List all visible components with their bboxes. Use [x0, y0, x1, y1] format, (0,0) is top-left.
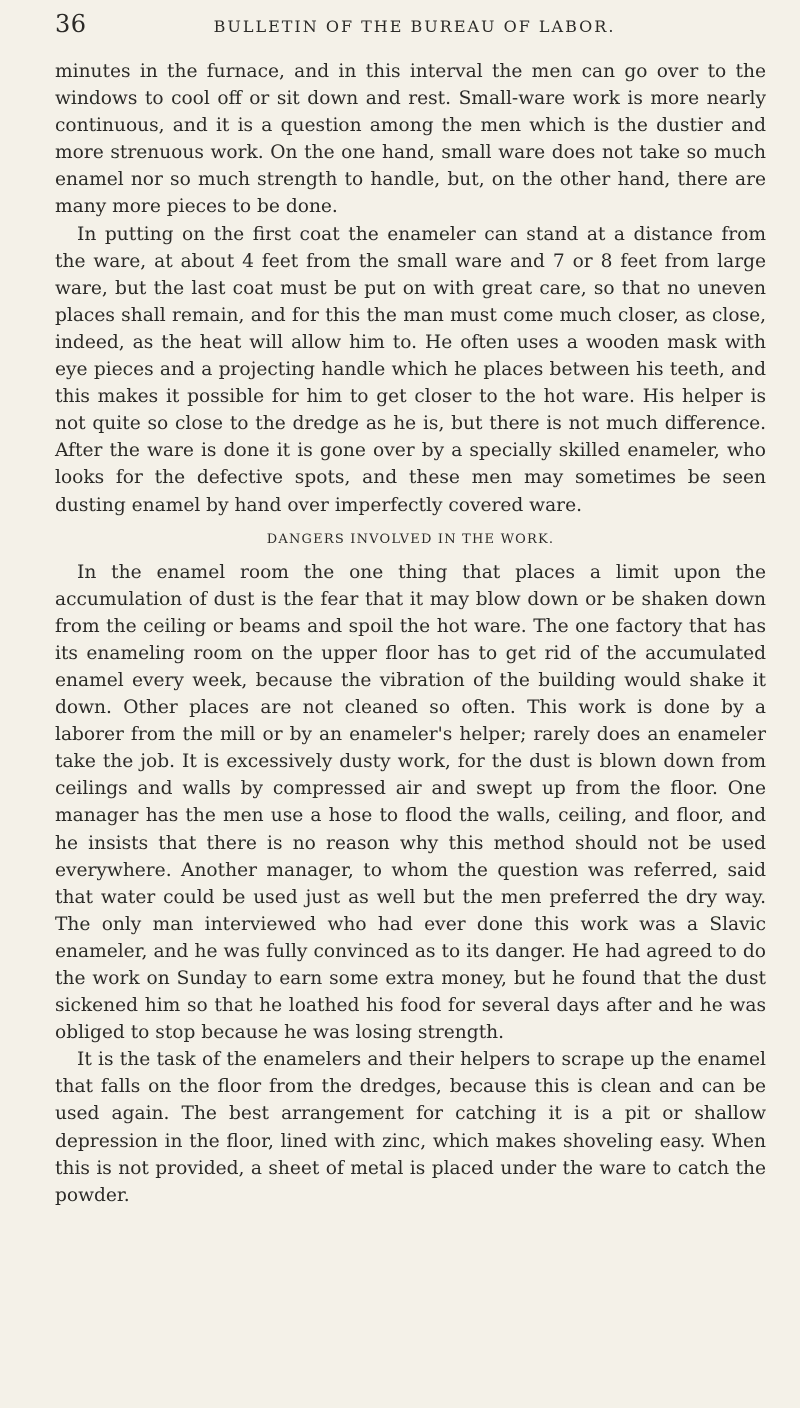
section-heading: DANGERS INVOLVED IN THE WORK. [266, 531, 555, 547]
running-head [55, 10, 766, 50]
paragraph-enamel-room: In the enamel room the one thing that places a limit upon the accumulation of dust is the fear that it may blow down or be shaken down from the ceiling or beams and spoil the hot ware. The one factory that has its enameling room on the upper floor has to get rid of the accumulated enamel every week, because the vibration of the building would shake it down. Other places are not cleaned so often. This work is done by a laborer from the mill or by an enameler's helper; rarely does an enameler take the job. It is excessively dusty work, for the dust is blown down from ceilings and walls by compressed air and swept up from the floor. One manager has the men use a hose to flood the walls, ceiling, and floor, and he insists that there is no reason why this method should not be used everywhere. Another manager, to whom the question was referred, said that water could be used just as well but the men preferred the dry way. The only man interviewed who had ever done this work was a Slavic enameler, and he was fully convinced as to its danger. He had agreed to do the work on Sunday to earn some extra money, but he found that the dust sickened him so that he loathed his food for several days after and he was obliged to stop because he was losing strength. [55, 561, 766, 1044]
page-number: 36 [55, 10, 87, 38]
paragraph-continuation: minutes in the furnace, and in this interval the men can go over to the windows to cool off or sit down and rest. Small-ware work is more nearly continuous, and it is a question among the men which is the dustier and more strenuous work. On the one hand, small ware does not take so much enamel nor so much strength to handle, but, on the other hand, there are many more pieces to be done. [55, 61, 766, 218]
paragraph-scraping: It is the task of the enamelers and their helpers to scrape up the enamel that falls on the floor from the dredges, because this is clean and can be used again. The best arrangement for catching it is a pit or shallow depression in the floor, lined with zinc, which makes shoveling easy. When this is not provided, a sheet of metal is placed under the ware to catch the powder. [55, 1049, 766, 1206]
paragraph-first-coat: In putting on the first coat the enameler can stand at a distance from the ware, at about 4 feet from the small ware and 7 or 8 feet from large ware, but the last coat must be put on with great care, so that no uneven places shall remain, and for this the man must come much closer, as close, indeed, as the heat will allow him to. He often uses a wooden mask with eye pieces and a projecting handle which he places between his teeth, and this makes it possible for him to get closer to the hot ware. His helper is not quite so close to the dredge as he is, but there is not much difference. After the ware is done it is gone over by a specially skilled enameler, who looks for the defective spots, and these men may sometimes be seen dusting enamel by hand over imperfectly covered ware. [55, 223, 766, 516]
running-title: BULLETIN OF THE BUREAU OF LABOR. [213, 17, 616, 36]
